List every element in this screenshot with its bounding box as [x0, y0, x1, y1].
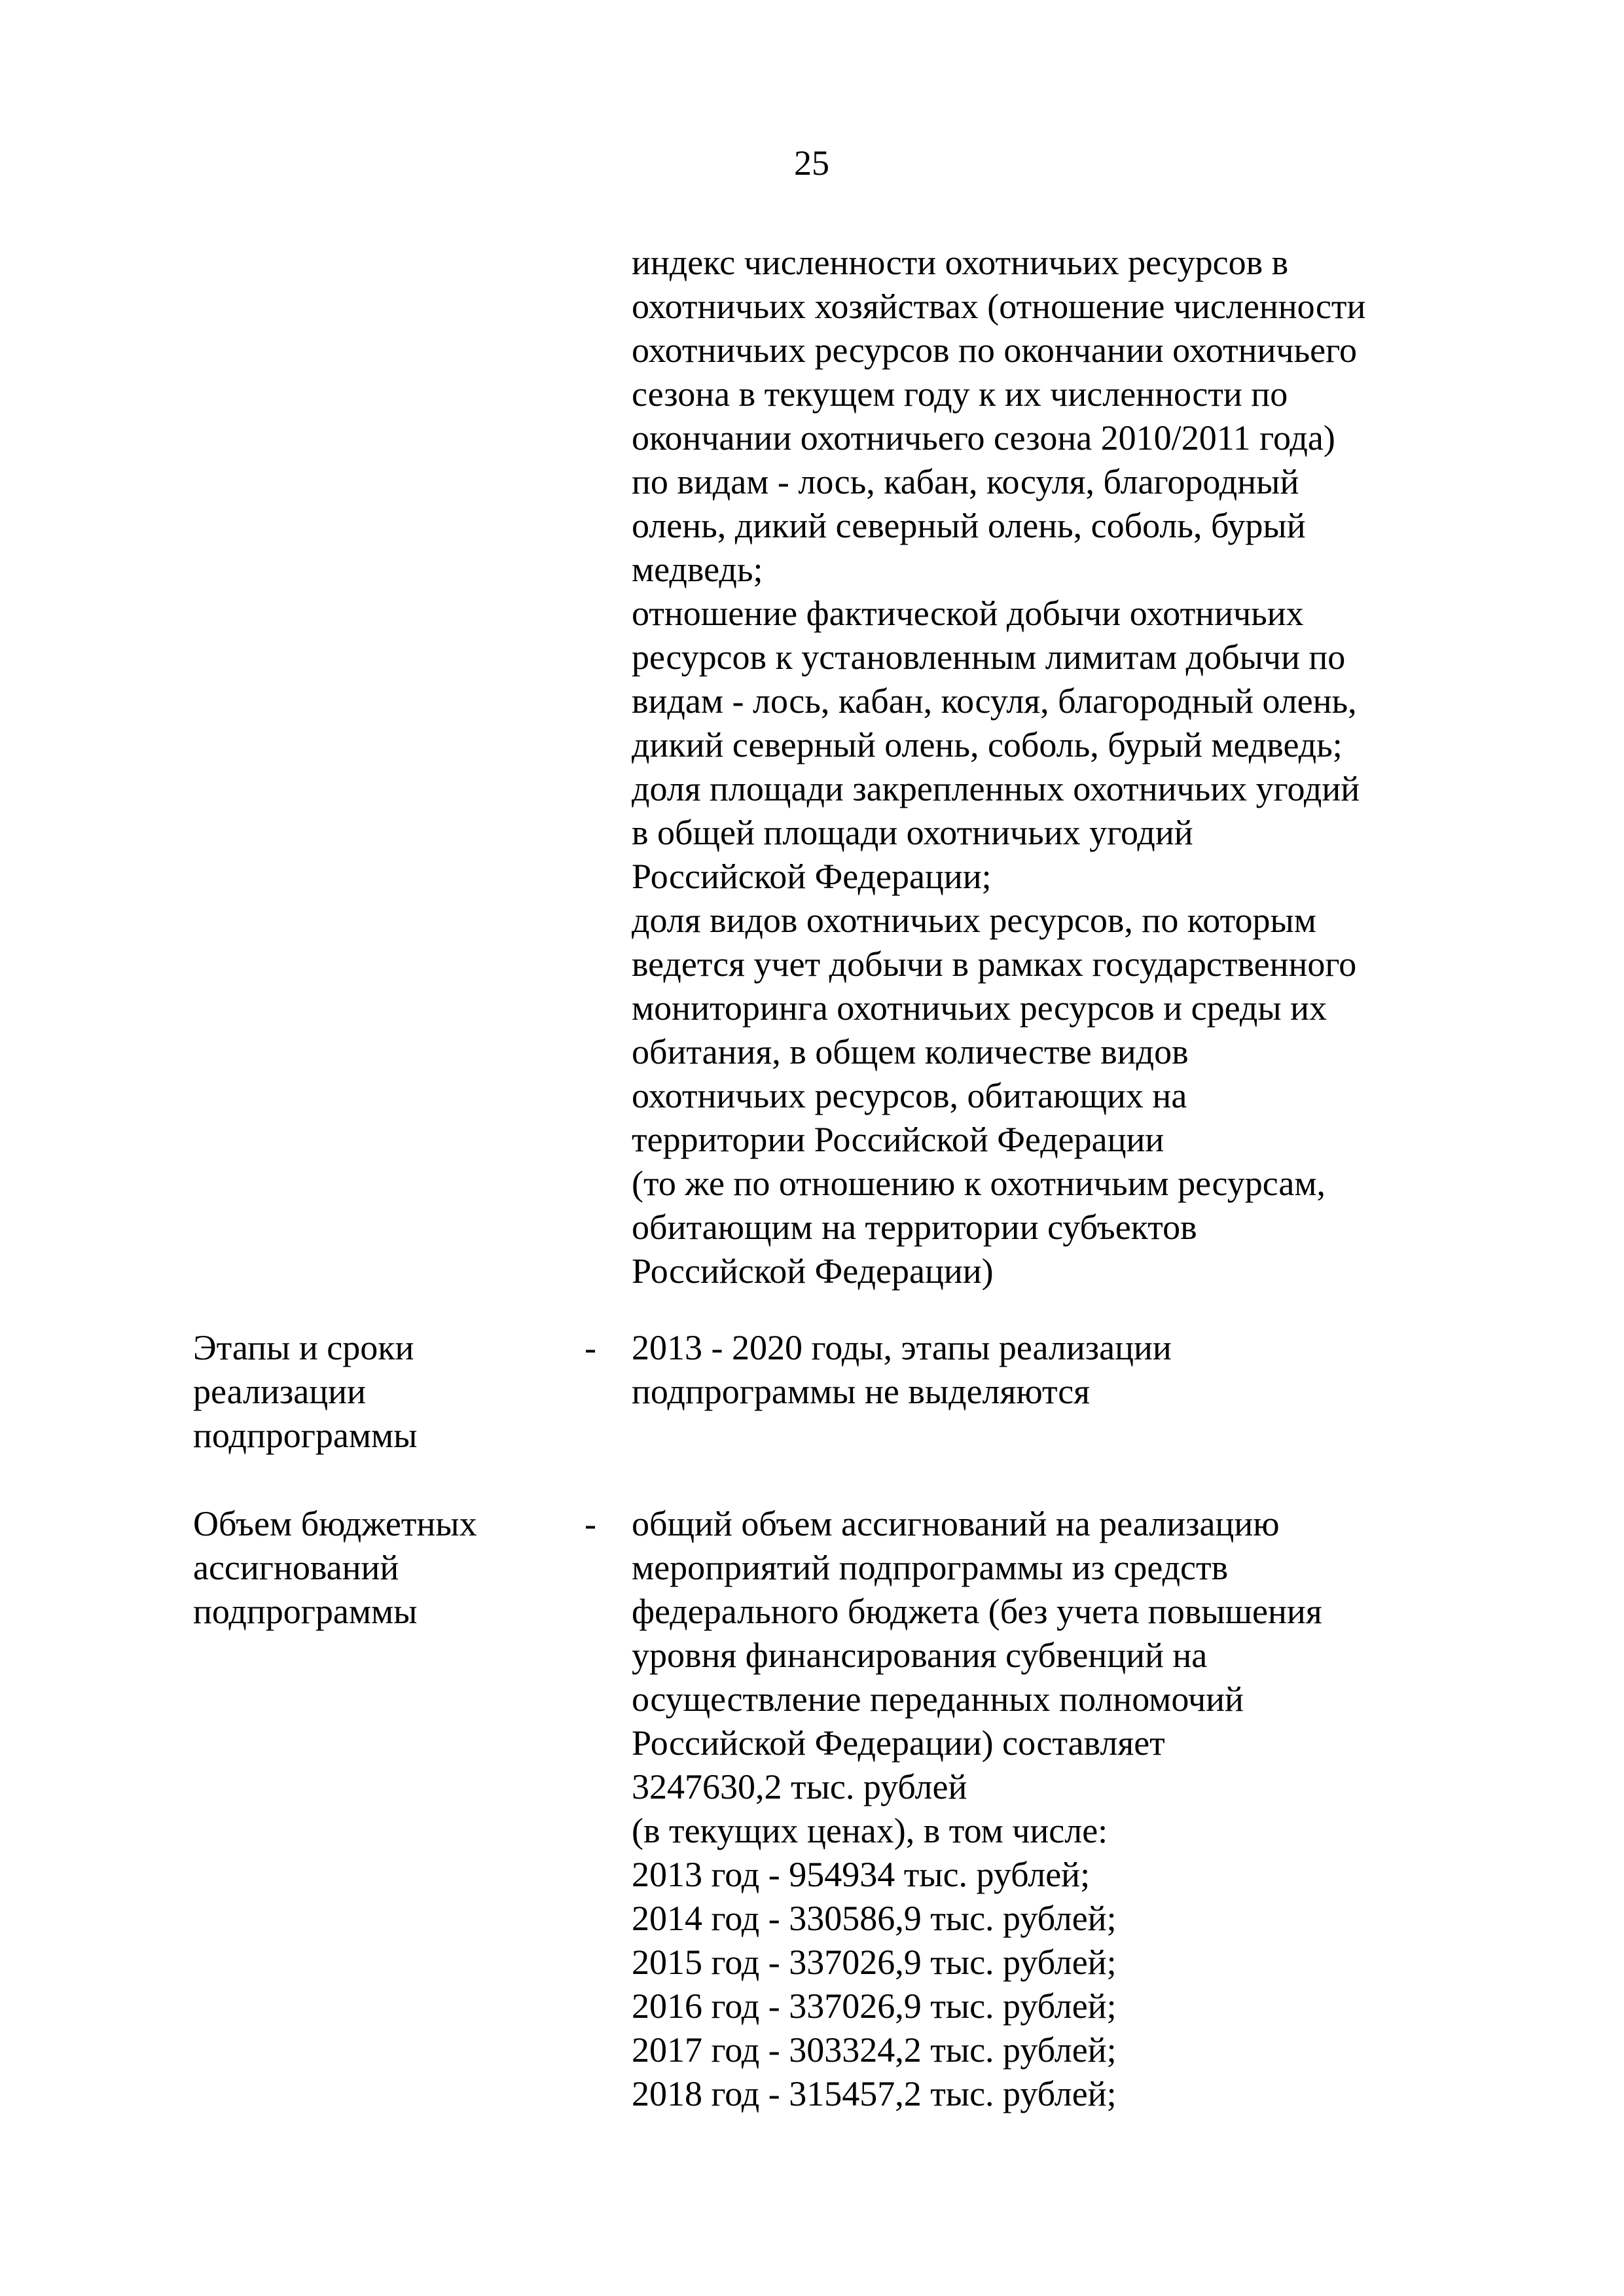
indicators-line: сезона в текущем году к их численности по [632, 374, 1288, 414]
budget-label-line: подпрограммы [193, 1592, 418, 1631]
indicators-line: индекс численности охотничьих ресурсов в [632, 243, 1289, 282]
budget-year-2016: 2016 год - 337026,9 тыс. рублей; [632, 1986, 1117, 2026]
indicators-line: мониторинга охотничьих ресурсов и среды их [632, 988, 1327, 1028]
page-number: 25 [794, 143, 829, 183]
budget-year-2015: 2015 год - 337026,9 тыс. рублей; [632, 1943, 1117, 1982]
indicators-line: отношение фактической добычи охотничьих [632, 594, 1304, 633]
stages-dash: - [585, 1328, 596, 1367]
budget-value-line: уровня финансирования субвенций на [632, 1636, 1208, 1675]
budget-dash: - [585, 1504, 596, 1543]
budget-year-2017: 2017 год - 303324,2 тыс. рублей; [632, 2030, 1117, 2070]
indicators-line: в общей площади охотничьих угодий [632, 813, 1193, 852]
stages-value [632, 1326, 1483, 1414]
indicators-line: доля площади закрепленных охотничьих угодий [632, 769, 1360, 808]
indicators-line: медведь; [632, 550, 763, 589]
budget-year-2013: 2013 год - 954934 тыс. рублей; [632, 1855, 1091, 1894]
indicators-line: олень, дикий северный олень, соболь, бурый [632, 506, 1306, 545]
budget-year-2018: 2018 год - 315457,2 тыс. рублей; [632, 2074, 1117, 2113]
budget-year-2014: 2014 год - 330586,9 тыс. рублей; [632, 1899, 1117, 1938]
budget-value-line: федерального бюджета (без учета повышения [632, 1592, 1322, 1631]
indicators-text [632, 241, 1483, 1293]
indicators-line: Российской Федерации) [632, 1251, 994, 1291]
indicators-line: Российской Федерации; [632, 857, 992, 896]
indicators-line: видам - лось, кабан, косуля, благородный олень, [632, 681, 1357, 721]
budget-value-line: (в текущих ценах), в том числе: [632, 1811, 1108, 1850]
budget-value [632, 1502, 1483, 2116]
budget-value-line: осуществление переданных полномочий [632, 1679, 1244, 1719]
stages-label-line: подпрограммы [193, 1416, 418, 1455]
indicators-line: охотничьих хозяйствах (отношение численности [632, 287, 1366, 326]
indicators-line: дикий северный олень, соболь, бурый медведь; [632, 725, 1343, 764]
budget-value-line: мероприятий подпрограммы из средств [632, 1548, 1229, 1587]
stages-value-line: 2013 - 2020 годы, этапы реализации [632, 1328, 1172, 1367]
budget-label [193, 1502, 560, 1634]
stages-label-line: Этапы и сроки [193, 1328, 414, 1367]
budget-label-line: Объем бюджетных [193, 1504, 477, 1543]
stages-label [193, 1326, 560, 1458]
indicators-line: охотничьих ресурсов, обитающих на [632, 1076, 1187, 1115]
indicators-line: доля видов охотничьих ресурсов, по которым [632, 901, 1316, 940]
indicators-line: ведется учет добычи в рамках государственного [632, 944, 1357, 984]
indicators-line: охотничьих ресурсов по окончании охотничьего [632, 331, 1357, 370]
indicators-line: обитающим на территории субъектов [632, 1208, 1197, 1247]
stages-label-line: реализации [193, 1372, 366, 1411]
indicators-line: окончании охотничьего сезона 2010/2011 года) [632, 418, 1335, 457]
indicators-line: ресурсов к установленным лимитам добычи по [632, 637, 1346, 677]
indicators-line: по видам - лось, кабан, косуля, благородный [632, 462, 1299, 501]
budget-total: 3247630,2 тыс. рублей [632, 1767, 967, 1806]
budget-value-line: общий объем ассигнований на реализацию [632, 1504, 1280, 1543]
budget-label-line: ассигнований [193, 1548, 399, 1587]
indicators-line: обитания, в общем количестве видов [632, 1032, 1189, 1071]
stages-value-line: подпрограммы не выделяются [632, 1372, 1091, 1411]
budget-value-line: Российской Федерации) составляет [632, 1723, 1165, 1763]
indicators-line: (то же по отношению к охотничьим ресурсам, [632, 1164, 1326, 1203]
indicators-line: территории Российской Федерации [632, 1120, 1164, 1159]
